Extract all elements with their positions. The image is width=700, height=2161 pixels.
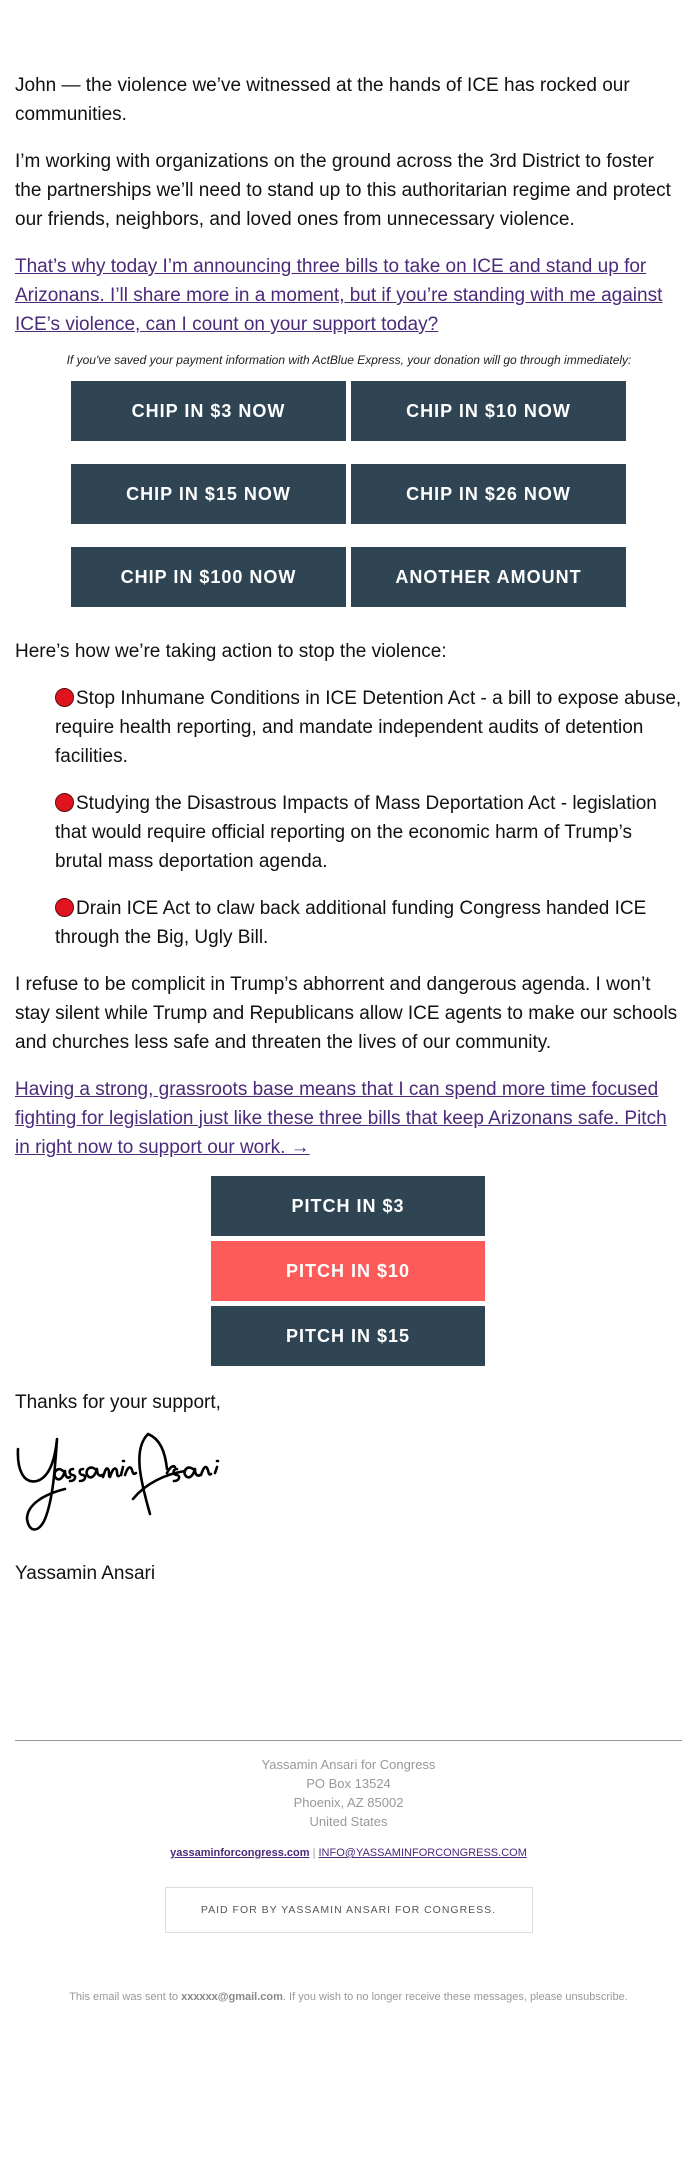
org-name: Yassamin Ansari for Congress: [261, 1757, 436, 1772]
chip-in-26-button[interactable]: CHIP IN $26 NOW: [351, 464, 626, 524]
actblue-express-note: If you've saved your payment information with ActBlue Express, your donation will go through immediately:: [66, 353, 632, 367]
list-item: [55, 894, 683, 952]
chip-in-3-button[interactable]: CHIP IN $3 NOW: [71, 381, 346, 441]
email-footer: [15, 1740, 682, 2003]
recipient-address: xxxxxx@gmail.com: [181, 1991, 283, 2003]
country: United States: [309, 1814, 388, 1829]
po-box: PO Box 13524: [306, 1776, 391, 1791]
bill-text: Studying the Disastrous Impacts of Mass Deportation Act - legislation that would require official reporting on the economic harm of Trump’s brutal mass deportation agenda.: [55, 793, 657, 872]
email-link[interactable]: INFO@YASSAMINFORCONGRESS.COM: [318, 1847, 527, 1859]
announcement-link[interactable]: That’s why today I’m announcing three bills to take on ICE and stand up for Arizonans. I’ll share more in a moment, but if you’re standing with me against ICE’s violence, can I count on your support today?: [15, 256, 663, 335]
chip-in-15-button[interactable]: CHIP IN $15 NOW: [71, 464, 346, 524]
chip-in-buttons: [71, 381, 683, 607]
action-intro: Here’s how we’re taking action to stop the violence:: [15, 641, 447, 662]
closing: Thanks for your support,: [15, 1392, 221, 1413]
unsubscribe-text[interactable]: . If you wish to no longer receive these messages, please unsubscribe.: [282, 1991, 628, 2003]
chip-in-100-button[interactable]: CHIP IN $100 NOW: [71, 547, 346, 607]
pitch-in-buttons: [211, 1176, 485, 1366]
list-item: [55, 789, 683, 876]
mailing-address: [15, 1755, 682, 1831]
red-circle-icon: [55, 688, 74, 707]
sender-name: Yassamin Ansari: [15, 1563, 156, 1584]
red-circle-icon: [55, 793, 74, 812]
website-link[interactable]: yassaminforcongress.com: [170, 1847, 310, 1859]
signature-image: [15, 1429, 275, 1534]
bill-text: Drain ICE Act to claw back additional funding Congress handed ICE through the Big, Ugly Bill.: [55, 898, 647, 948]
partnerships-paragraph: I’m working with organizations on the ground across the 3rd District to foster the partnerships we’ll need to stand up to this authoritarian regime and protect our friends, neighbors, and loved ones from unnecessary violence.: [15, 151, 671, 230]
bill-list: [55, 684, 683, 952]
pitch-in-10-button[interactable]: PITCH IN $10: [211, 1241, 485, 1301]
chip-in-10-button[interactable]: CHIP IN $10 NOW: [351, 381, 626, 441]
paid-for-disclaimer: PAID FOR BY YASSAMIN ANSARI FOR CONGRESS.: [165, 1887, 533, 1933]
another-amount-button[interactable]: ANOTHER AMOUNT: [351, 547, 626, 607]
refuse-paragraph: I refuse to be complicit in Trump’s abhorrent and dangerous agenda. I won’t stay silent while Trump and Republicans allow ICE agents to make our schools and churches less safe and threaten the lives of our community.: [15, 974, 678, 1053]
sent-prefix: This email was sent to: [69, 1991, 182, 2003]
sent-notice: [15, 1991, 682, 2003]
list-item: [55, 684, 683, 771]
bill-text: Stop Inhumane Conditions in ICE Detention Act - a bill to expose abuse, require health reporting, and mandate independent audits of detention facilities.: [55, 688, 682, 767]
pitch-in-3-button[interactable]: PITCH IN $3: [211, 1176, 485, 1236]
intro-paragraph: John — the violence we’ve witnessed at the hands of ICE has rocked our communities.: [15, 75, 630, 125]
footer-links: [15, 1847, 682, 1859]
separator: |: [312, 1847, 316, 1859]
email-body: [15, 71, 683, 1588]
pitch-in-15-button[interactable]: PITCH IN $15: [211, 1306, 485, 1366]
grassroots-link[interactable]: Having a strong, grassroots base means that I can spend more time focused fighting for legislation just like these three bills that keep Arizonans safe. Pitch in right now to support our work. →: [15, 1079, 667, 1158]
red-circle-icon: [55, 898, 74, 917]
city: Phoenix, AZ 85002: [293, 1795, 404, 1810]
